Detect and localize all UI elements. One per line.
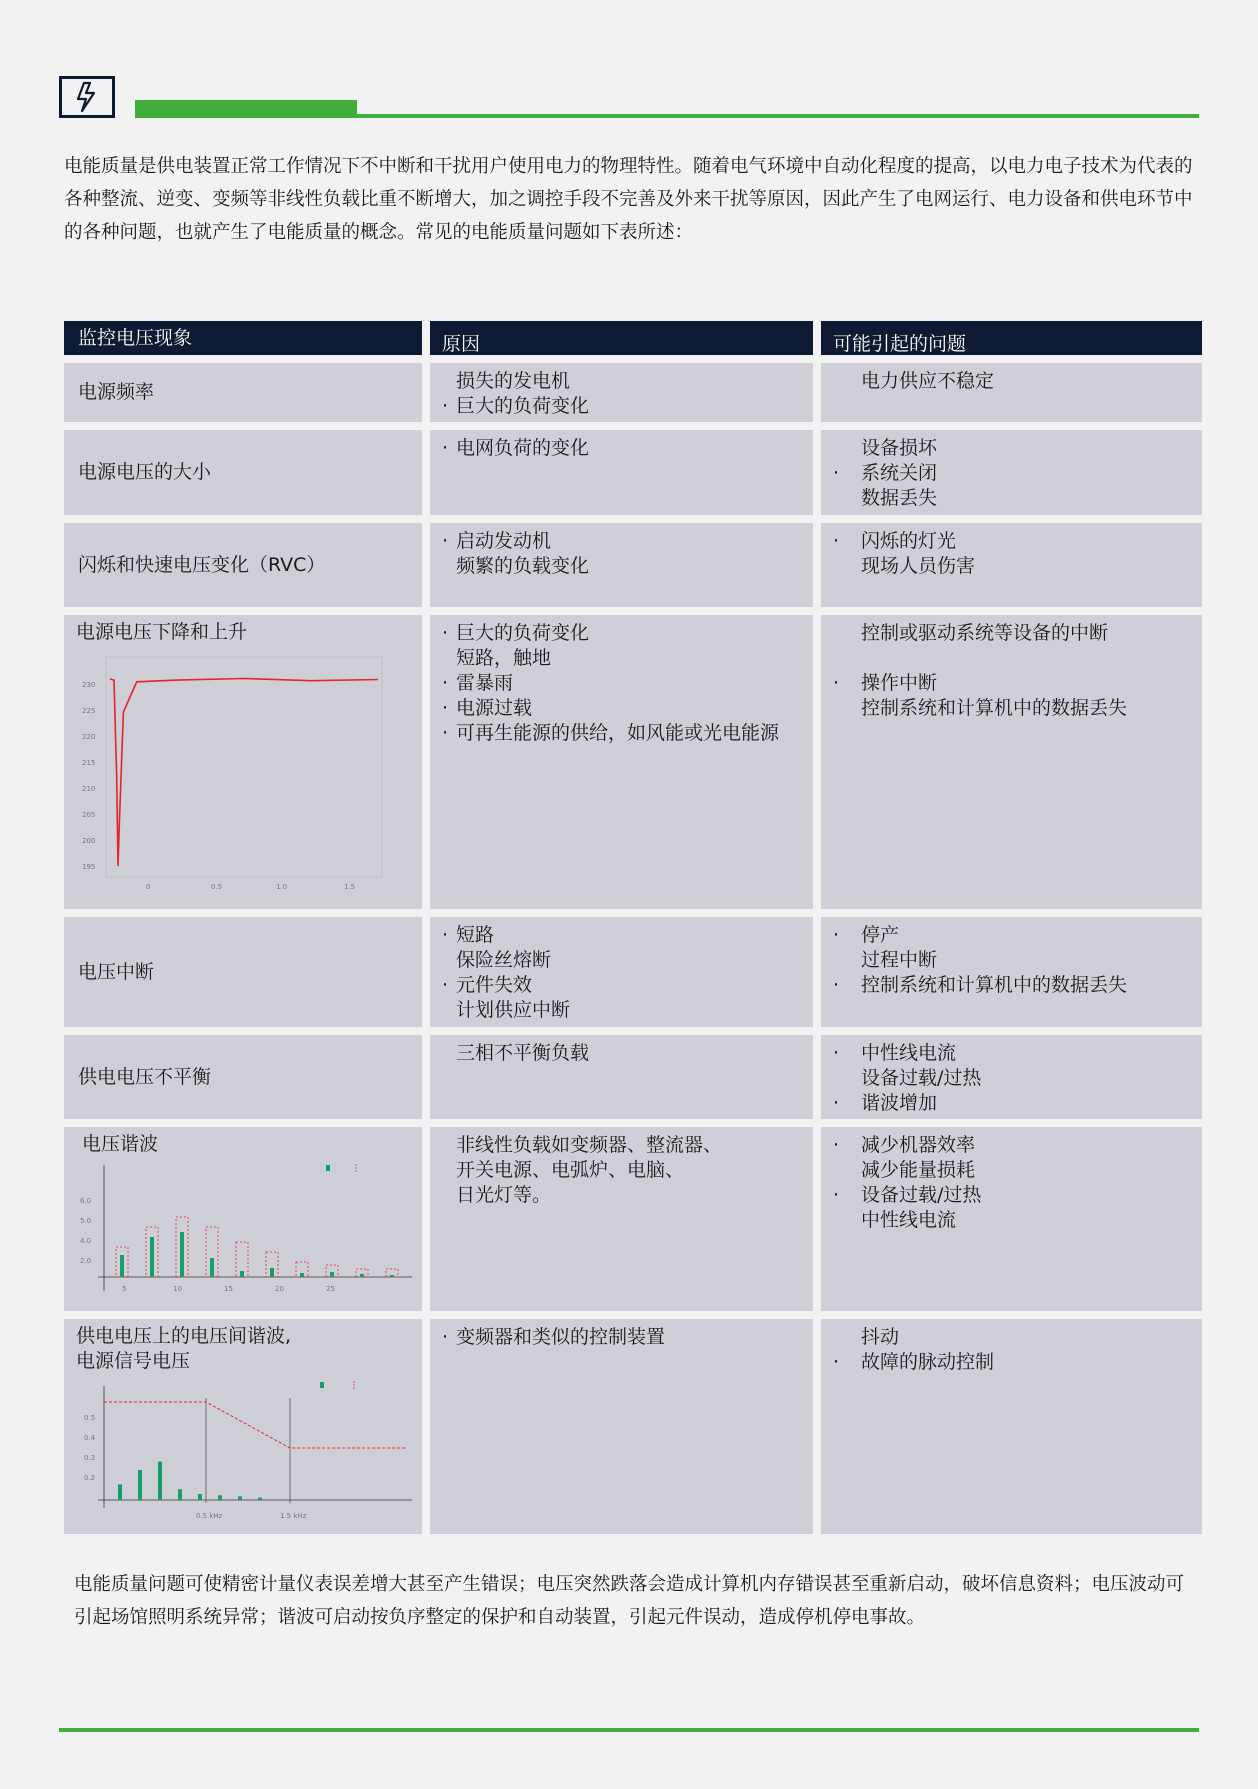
header-problem: 可能引起的问题 xyxy=(821,321,1202,355)
phenomenon-cell xyxy=(64,1319,422,1534)
svg-text:1.0: 1.0 xyxy=(276,883,288,891)
voltage-harmonics-chart xyxy=(76,1161,412,1301)
problem-item: 中性线电流 xyxy=(861,1209,957,1231)
phenomenon-label-2: 电源信号电压 xyxy=(76,1350,191,1372)
problem-cell xyxy=(821,615,1202,909)
header-phenomenon: 监控电压现象 xyxy=(64,321,422,355)
problem-cell xyxy=(821,523,1202,607)
svg-text:220: 220 xyxy=(82,733,96,741)
svg-text:0.2: 0.2 xyxy=(84,1474,96,1482)
cause-item: 日光灯等。 xyxy=(456,1184,552,1206)
lightning-icon xyxy=(59,76,115,118)
problem-item: · 减少机器效率 xyxy=(833,1133,1202,1158)
problem-item: 减少能量损耗 xyxy=(861,1159,976,1181)
problem-cell xyxy=(821,1127,1202,1311)
cause-item: · 短路 xyxy=(442,923,813,948)
svg-text:25: 25 xyxy=(326,1285,335,1293)
interharmonic-bar xyxy=(238,1496,242,1500)
table-row xyxy=(64,615,1202,909)
svg-text:2.0: 2.0 xyxy=(80,1257,92,1265)
svg-text:15: 15 xyxy=(224,1285,233,1293)
cause-cell xyxy=(430,430,813,515)
voltage-line xyxy=(110,679,378,867)
interharmonic-bar xyxy=(218,1495,222,1500)
problem-item: 设备过载/过热 xyxy=(861,1067,982,1089)
cause-item: 开关电源、电弧炉、电脑、 xyxy=(456,1159,685,1181)
svg-text:1.5 kHz: 1.5 kHz xyxy=(280,1512,307,1520)
cause-item: 计划供应中断 xyxy=(456,999,571,1021)
header-cause: 原因 xyxy=(430,321,813,355)
svg-text:1.5: 1.5 xyxy=(344,883,356,891)
svg-text:0.3: 0.3 xyxy=(84,1454,96,1462)
problem-item: · 中性线电流 xyxy=(833,1041,1202,1066)
interharmonic-bar xyxy=(198,1494,202,1500)
harmonic-bar xyxy=(240,1271,244,1277)
cause-item: · 可再生能源的供给，如风能或光电能源 xyxy=(442,721,813,746)
svg-text:20: 20 xyxy=(275,1285,284,1293)
svg-text:0.4: 0.4 xyxy=(84,1434,96,1442)
svg-text:225: 225 xyxy=(82,707,96,715)
interharmonic-bar xyxy=(258,1498,262,1500)
phenomenon-label: 电压谐波 xyxy=(82,1133,159,1155)
cause-item: · 变频器和类似的控制装置 xyxy=(442,1325,813,1350)
harmonic-bar xyxy=(210,1258,214,1277)
problem-item: 控制系统和计算机中的数据丢失 xyxy=(861,697,1128,719)
table-row xyxy=(64,917,1202,1027)
header-rule xyxy=(135,114,1199,118)
problem-item: 现场人员伤害 xyxy=(861,555,976,577)
cause-cell xyxy=(430,917,813,1027)
harmonic-bar xyxy=(180,1232,184,1277)
phenomenon-cell xyxy=(64,1127,422,1311)
problem-cell xyxy=(821,917,1202,1027)
voltage-dip-chart xyxy=(76,649,396,899)
table-header xyxy=(64,321,1202,355)
problem-item: 抖动 xyxy=(861,1326,900,1348)
problem-item: 电力供应不稳定 xyxy=(861,370,995,392)
phenomenon-cell: 电源电压的大小 xyxy=(64,430,422,515)
cause-item: 频繁的负载变化 xyxy=(456,555,590,577)
cause-item: · 巨大的负荷变化 xyxy=(442,621,813,646)
table-row xyxy=(64,523,1202,607)
interharmonic-bar xyxy=(178,1489,182,1500)
svg-text:10: 10 xyxy=(173,1285,182,1293)
cause-item: 非线性负载如变频器、整流器、 xyxy=(456,1134,723,1156)
problem-item xyxy=(833,646,1202,671)
cause-item: 保险丝熔断 xyxy=(456,949,552,971)
intro-paragraph: 电能质量是供电装置正常工作情况下不中断和干扰用户使用电力的物理特性。随着电气环境中自动化程度的提高，以电力电子技术为代表的各种整流、逆变、变频等非线性负载比重不断增大，加之调控手段不完善及外来干扰等原因，因此产生了电网运行、电力设备和供电环节中的各种问题，也就产生了电能质量的概念。常见的电能质量问题如下表所述： xyxy=(64,156,1193,243)
problem-item: · 谐波增加 xyxy=(833,1091,1202,1116)
problem-item: · 系统关闭 xyxy=(833,461,1202,486)
table-row xyxy=(64,363,1202,422)
svg-text:205: 205 xyxy=(82,811,96,819)
interharmonic-bar xyxy=(158,1462,162,1500)
cause-cell xyxy=(430,615,813,909)
harmonic-bar xyxy=(300,1273,304,1277)
problem-item: · 闪烁的灯光 xyxy=(833,529,1202,554)
svg-text:230: 230 xyxy=(82,681,96,689)
cause-cell xyxy=(430,1035,813,1119)
phenomenon-cell xyxy=(64,615,422,909)
phenomenon-cell: 供电电压不平衡 xyxy=(64,1035,422,1119)
harmonic-bar xyxy=(120,1255,124,1277)
power-quality-table xyxy=(64,321,1202,1534)
cause-item: 三相不平衡负载 xyxy=(456,1042,590,1064)
cause-item: 损失的发电机 xyxy=(456,370,571,392)
svg-text:5.0: 5.0 xyxy=(80,1217,92,1225)
cause-item: · 巨大的负荷变化 xyxy=(442,394,813,419)
cause-item: 短路，触地 xyxy=(456,647,552,669)
problem-item: · 停产 xyxy=(833,923,1202,948)
table-row xyxy=(64,430,1202,515)
problem-item: 过程中断 xyxy=(861,949,938,971)
cause-item: · 启动发动机 xyxy=(442,529,813,554)
cause-cell xyxy=(430,1319,813,1534)
problem-cell xyxy=(821,1319,1202,1534)
table-row xyxy=(64,1127,1202,1311)
svg-text:195: 195 xyxy=(82,863,96,871)
interharmonic-bar xyxy=(118,1484,122,1500)
svg-text:215: 215 xyxy=(82,759,96,767)
svg-text:0.5: 0.5 xyxy=(211,883,223,891)
phenomenon-cell: 闪烁和快速电压变化（RVC） xyxy=(64,523,422,607)
table-row xyxy=(64,1319,1202,1534)
phenomenon-cell: 电源频率 xyxy=(64,363,422,422)
problem-item: · 控制系统和计算机中的数据丢失 xyxy=(833,973,1202,998)
interharmonic-bar xyxy=(138,1470,142,1500)
phenomenon-cell: 电压中断 xyxy=(64,917,422,1027)
footer-rule xyxy=(59,1728,1199,1732)
harmonic-bar xyxy=(390,1275,394,1277)
problem-item: · 设备过载/过热 xyxy=(833,1183,1202,1208)
interharmonics-chart xyxy=(76,1378,412,1528)
harmonic-bar xyxy=(360,1274,364,1277)
cause-item: · 电网负荷的变化 xyxy=(442,436,813,461)
problem-item: 控制或驱动系统等设备的中断 xyxy=(861,622,1109,644)
harmonic-bar xyxy=(270,1268,274,1277)
cause-item: · 电源过载 xyxy=(442,696,813,721)
problem-cell xyxy=(821,430,1202,515)
harmonic-bar xyxy=(150,1237,154,1277)
problem-item: · 故障的脉动控制 xyxy=(833,1350,1202,1375)
harmonic-bar xyxy=(330,1272,334,1277)
svg-text:5: 5 xyxy=(122,1285,127,1293)
phenomenon-label: 供电电压上的电压间谐波, xyxy=(76,1325,292,1347)
cause-item: · 元件失效 xyxy=(442,973,813,998)
cause-cell xyxy=(430,363,813,422)
svg-text:210: 210 xyxy=(82,785,96,793)
svg-text:0.5 kHz: 0.5 kHz xyxy=(196,1512,223,1520)
problem-item: 数据丢失 xyxy=(861,487,938,509)
footer-paragraph: 电能质量问题可使精密计量仪表误差增大甚至产生错误；电压突然跌落会造成计算机内存错误甚至重新启动，破坏信息资料；电压波动可引起场馆照明系统异常；谐波可启动按负序整定的保护和自动装置，引起元件误动，造成停机停电事故。 xyxy=(74,1574,1185,1628)
cause-cell xyxy=(430,523,813,607)
problem-cell xyxy=(821,1035,1202,1119)
problem-item: 设备损坏 xyxy=(861,437,938,459)
svg-text:200: 200 xyxy=(82,837,96,845)
table-row xyxy=(64,1035,1202,1119)
phenomenon-label: 电源电压下降和上升 xyxy=(76,621,248,643)
svg-text:0.5: 0.5 xyxy=(84,1414,96,1422)
cause-item: · 雷暴雨 xyxy=(442,671,813,696)
problem-item: · 操作中断 xyxy=(833,671,1202,696)
svg-text:4.0: 4.0 xyxy=(80,1237,92,1245)
cause-cell xyxy=(430,1127,813,1311)
svg-text:6.0: 6.0 xyxy=(80,1197,92,1205)
svg-text:0: 0 xyxy=(146,883,151,891)
problem-cell xyxy=(821,363,1202,422)
